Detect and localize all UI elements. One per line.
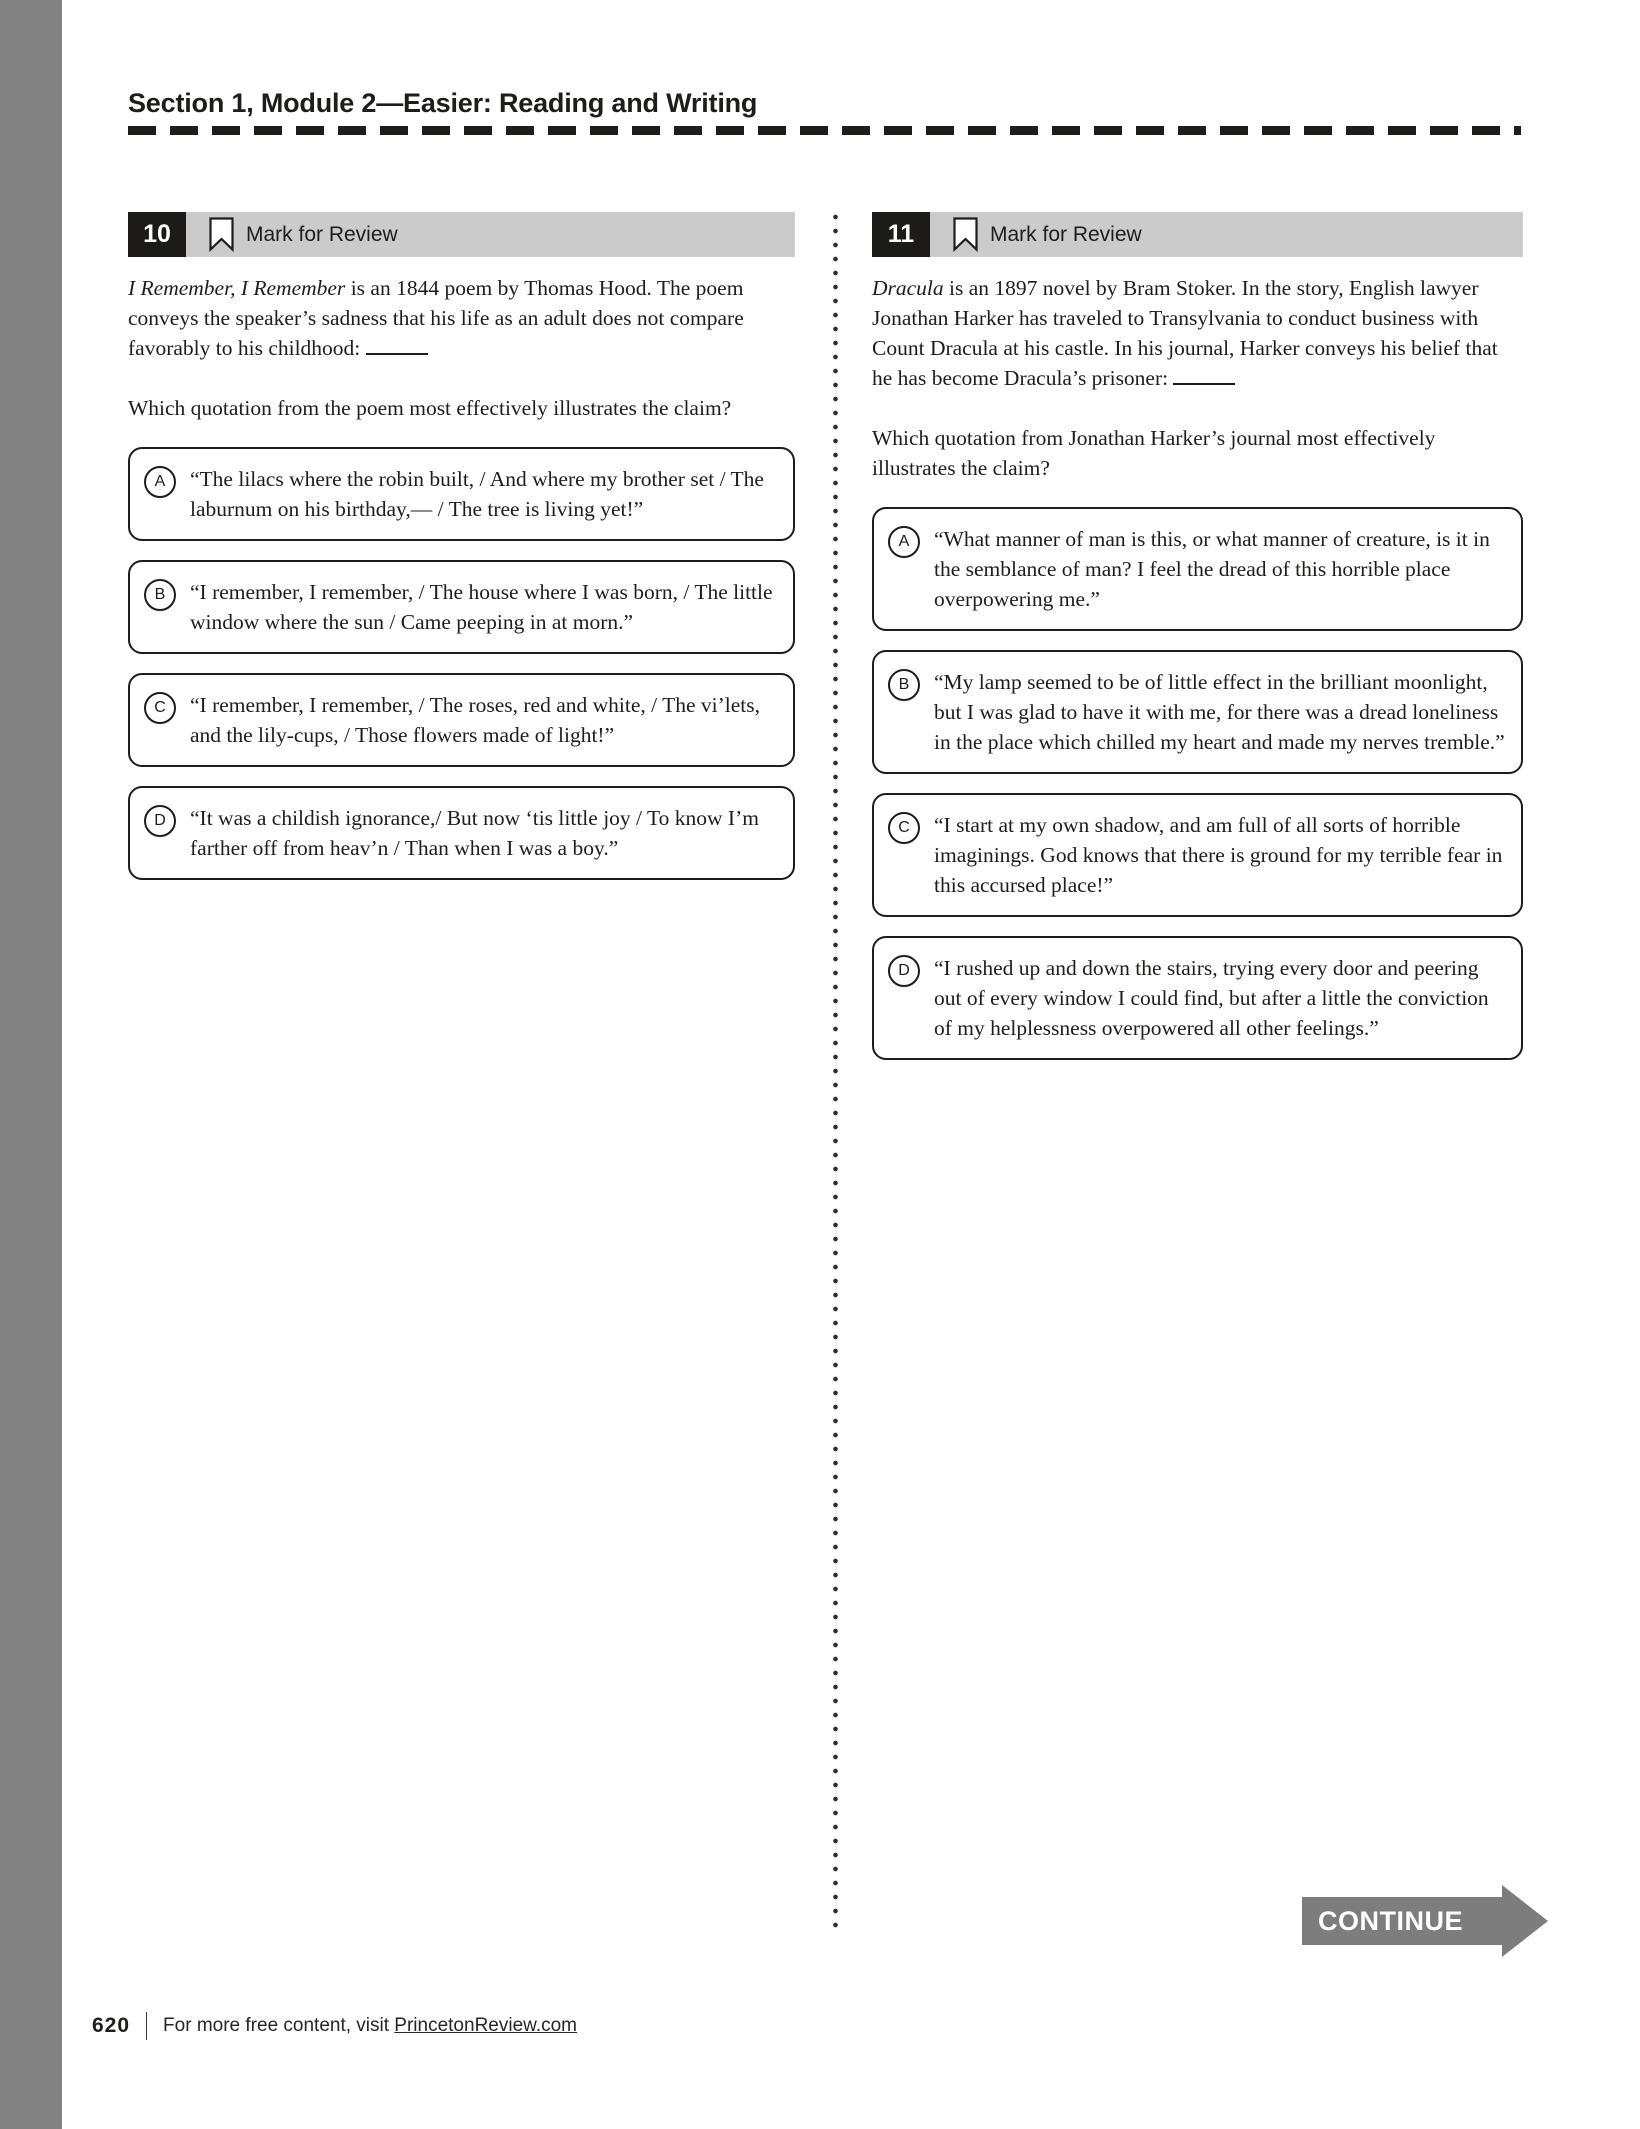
- mark-for-review-label: Mark for Review: [990, 222, 1142, 246]
- choice-letter-c: C: [888, 812, 920, 844]
- page-title: Section 1, Module 2—Easier: Reading and Writing: [128, 88, 758, 119]
- page-edge-bar: [0, 0, 62, 2129]
- answer-choice-d[interactable]: [128, 786, 795, 880]
- answer-choice-a[interactable]: [872, 507, 1523, 631]
- dashed-divider: [128, 126, 1521, 135]
- question-prompt: Which quotation from the poem most effectively illustrates the claim?: [128, 396, 732, 420]
- choice-text: “I remember, I remember, / The house where I was born, / The little window where the sun / Came peeping in at morn.”: [190, 580, 773, 634]
- choice-letter-c: C: [144, 692, 176, 724]
- question-number-badge: 10: [128, 212, 186, 257]
- passage-body: is an 1844 poem by Thomas Hood. The poem conveys the speaker’s sadness that his life as an adult does not compare favorably to his childhood:: [128, 276, 744, 360]
- choice-letter-a: A: [144, 466, 176, 498]
- choice-text: “My lamp seemed to be of little effect in the brilliant moonlight, but I was glad to have it with me, for there was a dread loneliness in the place which chilled my heart and made my nerves tremble.”: [934, 670, 1505, 754]
- answer-choice-b[interactable]: [128, 560, 795, 654]
- choice-text: “I remember, I remember, / The roses, red and white, / The vi’lets, and the lily-cups, / Those flowers made of light!”: [190, 693, 761, 747]
- choice-letter-b: B: [888, 669, 920, 701]
- passage-body: is an 1897 novel by Bram Stoker. In the story, English lawyer Jonathan Harker has traveled to Transylvania to conduct business with Count Dracula at his castle. In his journal, Harker conveys his belief that he has become Dracula’s prisoner:: [872, 276, 1498, 390]
- question-11-section: [872, 212, 1523, 1079]
- question-prompt: Which quotation from Jonathan Harker’s journal most effectively illustrates the claim?: [872, 426, 1436, 480]
- mark-for-review-label: Mark for Review: [246, 222, 398, 246]
- choice-text: “I start at my own shadow, and am full of all sorts of horrible imaginings. God knows that there is ground for my terrible fear in this accursed place!”: [934, 813, 1503, 897]
- footer-text: For more free content, visit: [163, 2015, 390, 2036]
- mark-for-review-button[interactable]: [186, 212, 398, 257]
- question-number-badge: 11: [872, 212, 930, 257]
- choice-text: “What manner of man is this, or what manner of creature, is it in the semblance of man? I feel the dread of this horrible place overpowering me.”: [934, 527, 1490, 611]
- choice-letter-b: B: [144, 579, 176, 611]
- choice-letter-d: D: [144, 805, 176, 837]
- choice-text: “I rushed up and down the stairs, trying every door and peering out of every window I could find, but after a little the conviction of my helplessness overpowered all other feelings.”: [934, 956, 1489, 1040]
- footer-divider: [146, 2012, 147, 2040]
- question-10-header: [128, 212, 795, 257]
- footer-link[interactable]: PrincetonReview.com: [394, 2015, 577, 2036]
- answer-choice-c[interactable]: [872, 793, 1523, 917]
- passage-text: [872, 273, 1523, 393]
- fill-in-blank: [366, 352, 428, 355]
- page-number: 620: [92, 2014, 131, 2037]
- answer-choice-d[interactable]: [872, 936, 1523, 1060]
- bookmark-icon: [208, 217, 235, 252]
- answer-choice-c[interactable]: [128, 673, 795, 767]
- answer-choice-a[interactable]: [128, 447, 795, 541]
- column-divider: [833, 214, 838, 1936]
- bookmark-icon: [952, 217, 979, 252]
- footer-note: [163, 2015, 577, 2037]
- question-11-header: [872, 212, 1523, 257]
- continue-button[interactable]: [1302, 1897, 1518, 1945]
- continue-arrow-icon: [1502, 1885, 1548, 1957]
- choice-letter-d: D: [888, 955, 920, 987]
- work-title: Dracula: [872, 276, 944, 300]
- page-footer: [92, 2012, 577, 2040]
- answer-choice-b[interactable]: [872, 650, 1523, 774]
- choice-text: “The lilacs where the robin built, / And where my brother set / The laburnum on his birthday,— / The tree is living yet!”: [190, 467, 764, 521]
- mark-for-review-button[interactable]: [930, 212, 1142, 257]
- question-10-section: [128, 212, 795, 899]
- choice-letter-a: A: [888, 526, 920, 558]
- passage-text: [128, 273, 795, 363]
- continue-label: CONTINUE: [1302, 1897, 1518, 1945]
- choice-text: “It was a childish ignorance,/ But now ‘tis little joy / To know I’m farther off from heav’n / Than when I was a boy.”: [190, 806, 759, 860]
- work-title: I Remember, I Remember: [128, 276, 346, 300]
- fill-in-blank: [1173, 382, 1235, 385]
